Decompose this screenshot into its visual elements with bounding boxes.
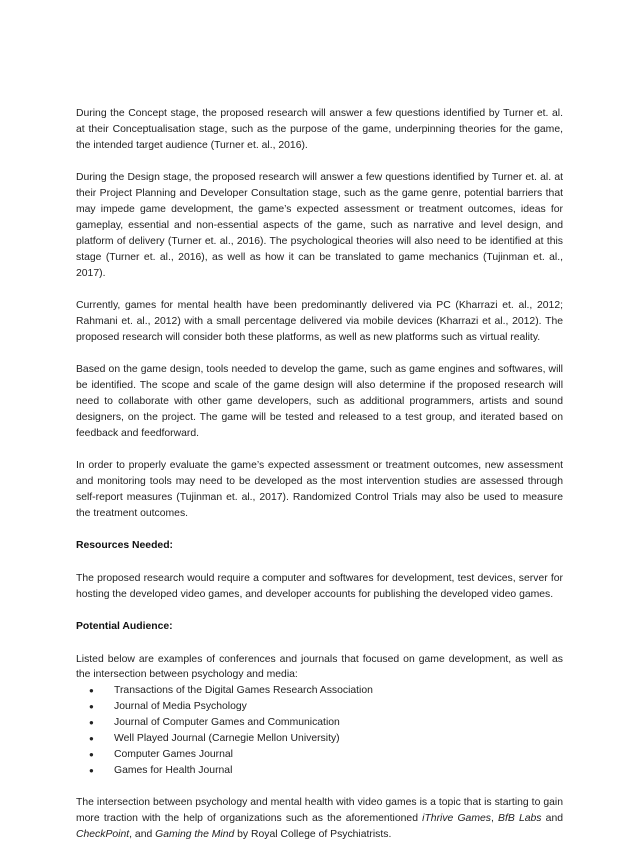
document-page bbox=[76, 106, 563, 860]
paragraph-design-stage: During the Design stage, the proposed research will answer a few questions identified by Turner et. al. at their Project Planning and Developer Consultation stage, such as the game genre, potential barriers that may impede game development, the game’s expected assessment or treatment outcomes, ideas for gameplay, essential and non-essential aspects of the game, such as narrative and level design, and platform of delivery (Turner et. al., 2016). The psychological theories will also need to be identified at this stage (Turner et. al., 2016), as well as how it can be translated to game mechanics (Tujinman et. al., 2017). bbox=[76, 172, 563, 279]
closing-separator: , and bbox=[129, 829, 156, 841]
paragraph-platforms: Currently, games for mental health have been predominantly delivered via PC (Kharrazi et. al., 2012; Rahmani et. al., 2012) with a small percentage delivered via mobile devices (Kharrazi et al., 2012). The proposed research will consider both these platforms, as well as new platforms such as virtual reality. bbox=[76, 300, 563, 343]
audience-list bbox=[76, 683, 563, 778]
list-item-text: Games for Health Journal bbox=[114, 764, 233, 776]
paragraph-tools: Based on the game design, tools needed to develop the game, such as game engines and softwares, will be identified. The scope and scale of the game design will also determine if the proposed research will need to collaborate with other game developers, such as additional programmers, artists and sound designers, on the project. The game will be tested and released to a test group, and iterated based on feedback and feedforward. bbox=[76, 364, 563, 439]
paragraph-evaluation: In order to properly evaluate the game’s expected assessment or treatment outcomes, new assessment and monitoring tools may need to be developed as the most intervention studies are assessed through self-report measures (Tujinman et. al., 2017). Randomized Control Trials may also be used to measure the treatment outcomes. bbox=[76, 460, 563, 520]
list-item bbox=[76, 763, 563, 779]
list-item bbox=[76, 699, 563, 715]
list-item-text: Well Played Journal (Carnegie Mellon University) bbox=[114, 733, 340, 745]
closing-text: by Royal College of Psychiatrists. bbox=[234, 829, 392, 841]
paragraph-closing bbox=[76, 795, 563, 843]
org-gaming-the-mind: Gaming the Mind bbox=[155, 829, 235, 841]
closing-separator: and bbox=[541, 813, 563, 825]
list-item bbox=[76, 683, 563, 699]
heading-resources-needed: Resources Needed: bbox=[76, 540, 174, 552]
org-ithrive-games: iThrive Games bbox=[422, 813, 491, 825]
org-checkpoint: CheckPoint bbox=[76, 829, 130, 841]
org-bfb-labs: BfB Labs bbox=[498, 813, 542, 825]
list-item bbox=[76, 731, 563, 747]
list-item-text: Transactions of the Digital Games Research Association bbox=[114, 685, 373, 697]
list-item-text: Journal of Media Psychology bbox=[114, 701, 247, 713]
bullet-icon: ● bbox=[89, 686, 94, 696]
bullet-icon: ● bbox=[89, 702, 94, 712]
paragraph-resources: The proposed research would require a computer and softwares for development, test devices, server for hosting the developed video games, and developer accounts for publishing the developed video games. bbox=[76, 572, 563, 600]
list-item-text: Journal of Computer Games and Communication bbox=[114, 717, 340, 729]
closing-separator: , bbox=[490, 813, 499, 825]
bullet-icon: ● bbox=[89, 718, 94, 728]
list-item-text: Computer Games Journal bbox=[114, 749, 233, 760]
list-item bbox=[76, 715, 563, 731]
bullet-icon: ● bbox=[89, 734, 94, 744]
list-item bbox=[76, 747, 563, 763]
bullet-icon: ● bbox=[89, 750, 94, 759]
heading-potential-audience: Potential Audience: bbox=[76, 621, 173, 633]
closing-text: The intersection between psychology and mental health with video games is a topic that is starting to gain more traction with the help of organizations such as the aforementioned bbox=[76, 797, 563, 825]
bullet-icon: ● bbox=[89, 765, 94, 775]
paragraph-audience-intro: Listed below are examples of conferences and journals that focused on game development, as well as the intersection between psychology and media: bbox=[76, 653, 563, 681]
paragraph-concept-stage: During the Concept stage, the proposed research will answer a few questions identified by Turner et. al. at their Conceptualisation stage, such as the purpose of the game, underpinning theories for the game, the intended target audience (Turner et. al., 2016). bbox=[76, 108, 563, 151]
